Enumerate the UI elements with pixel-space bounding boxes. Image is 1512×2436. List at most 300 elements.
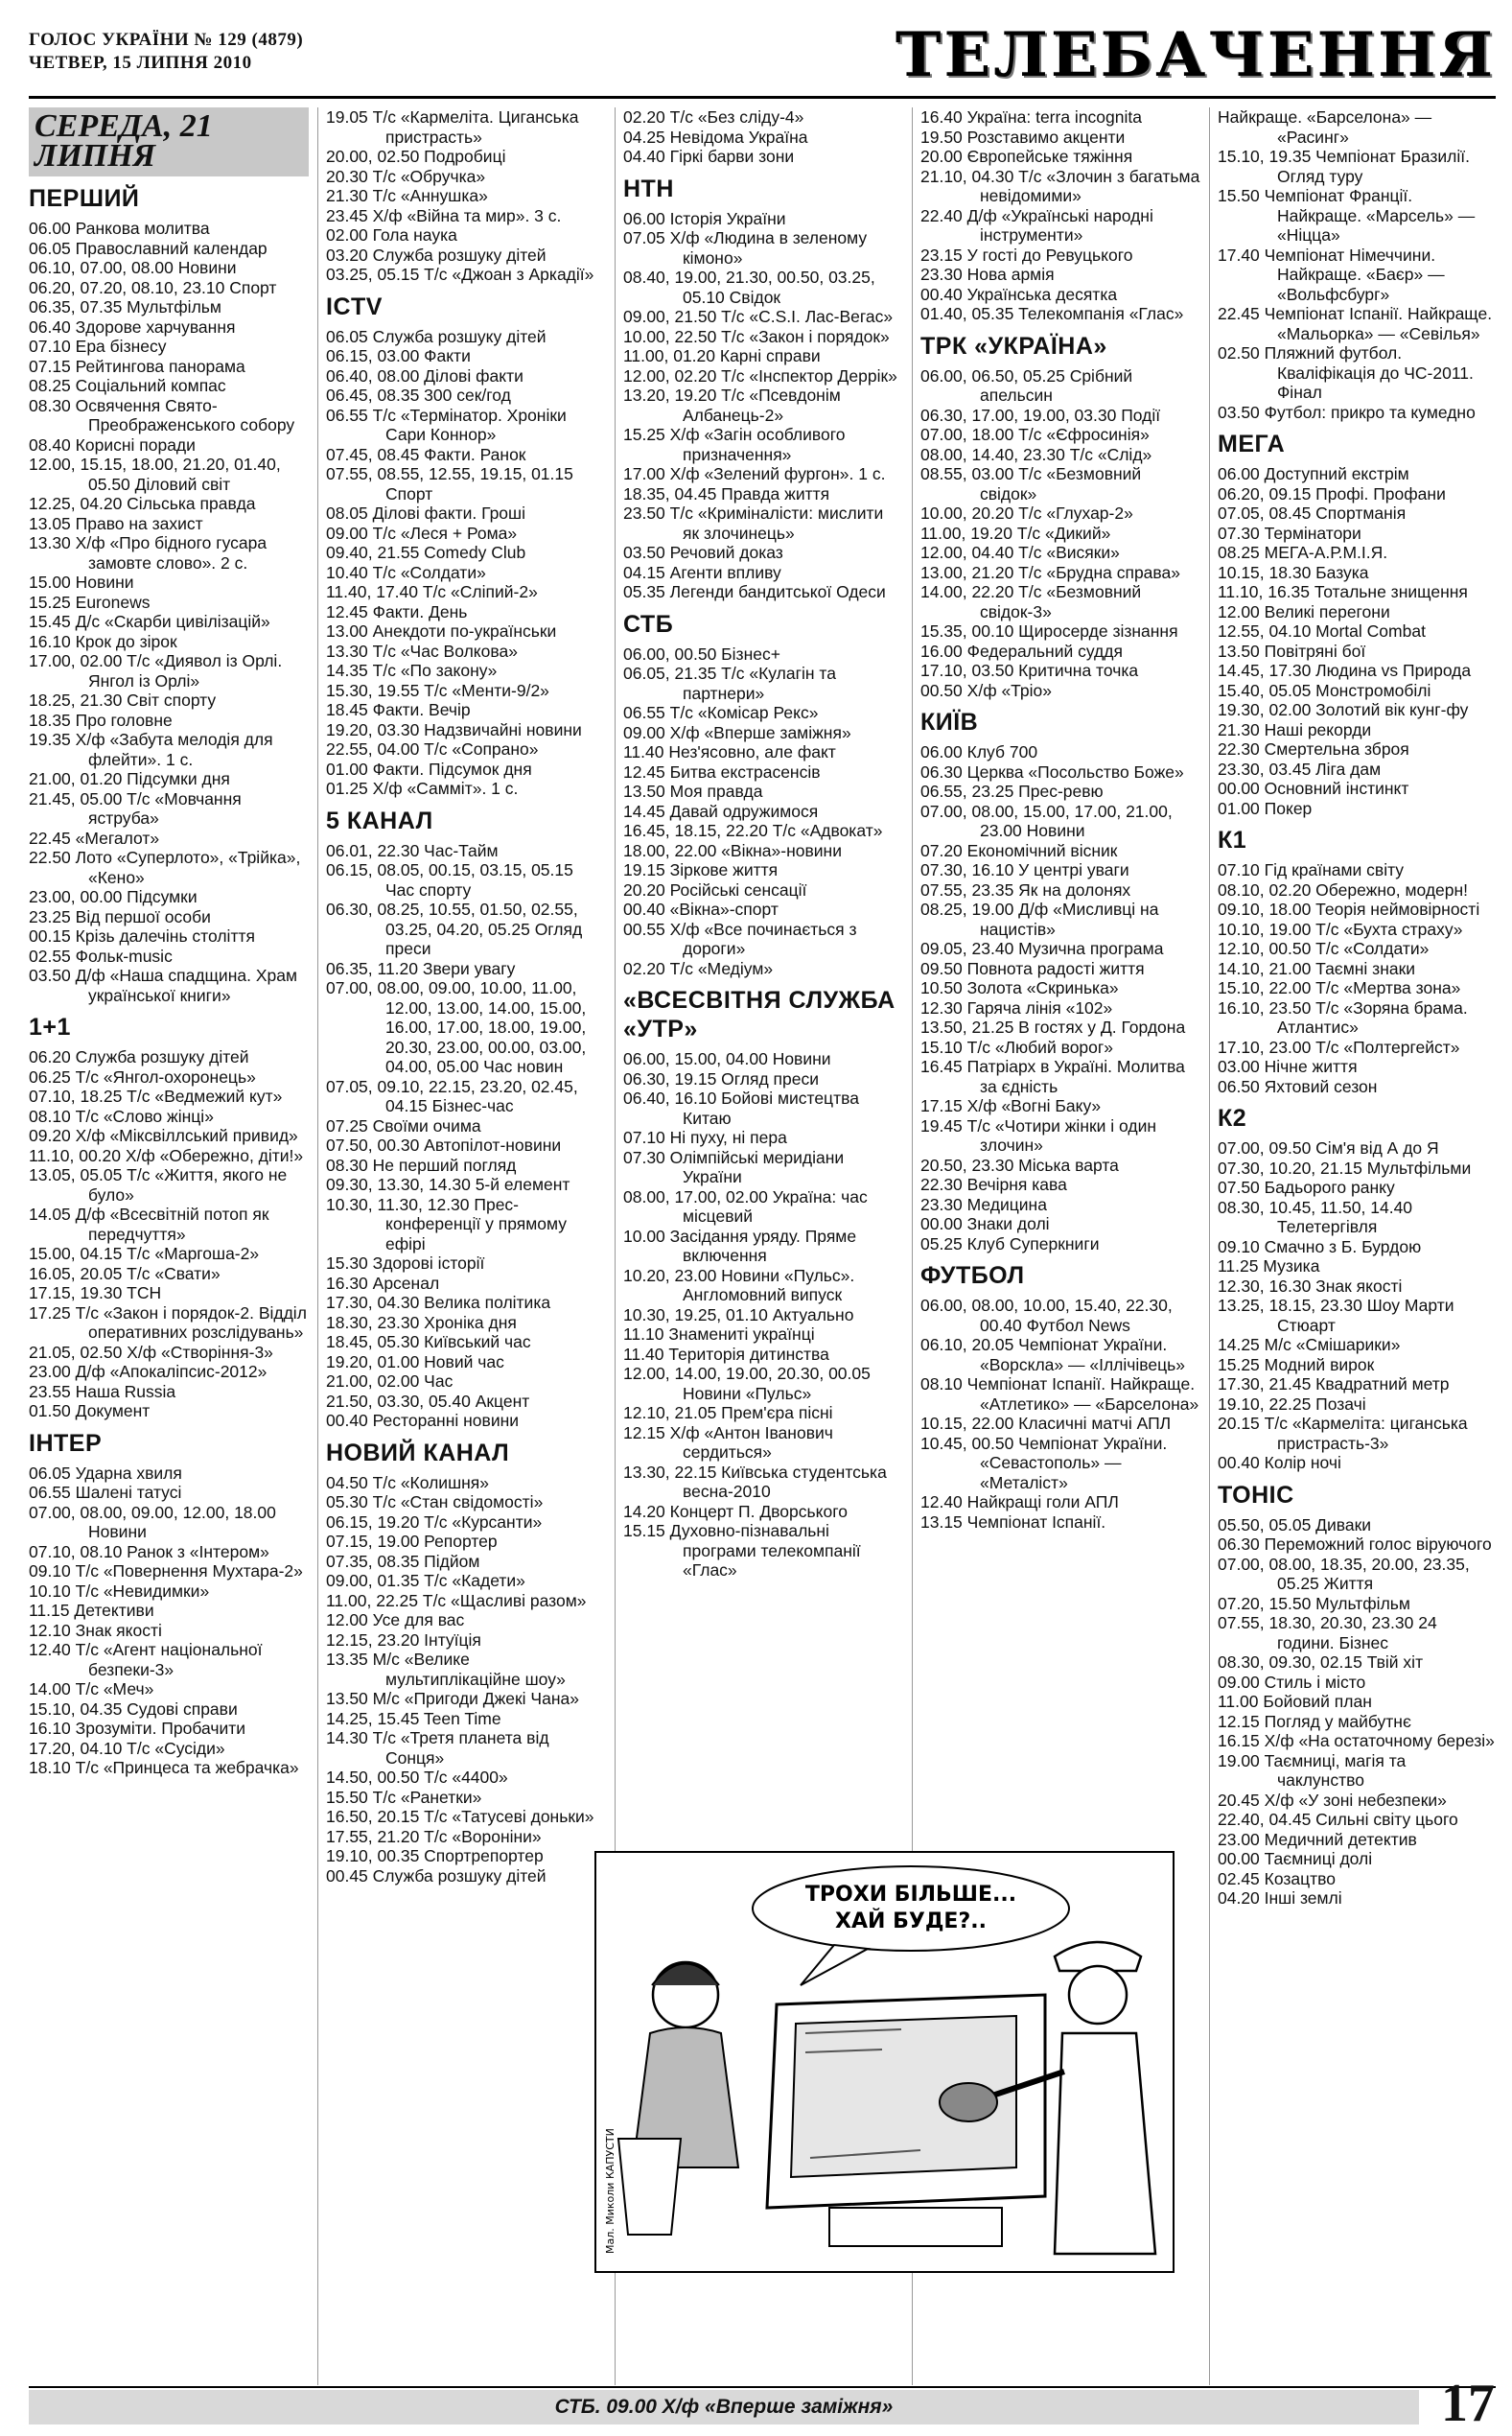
listing-column-5: [1218, 107, 1498, 2385]
program-item: 02.20 Т/с «Медіум»: [623, 958, 774, 978]
program-item: 15.15 Духовно-пізнавальні програми телекомпанії «Глас»: [623, 1521, 861, 1580]
program-item: 12.25, 04.20 Сільська правда: [29, 494, 256, 513]
channel-heading: ICTV: [326, 293, 383, 320]
program-item: 19.45 Т/с «Чотири жінки і один злочин»: [920, 1115, 1157, 1155]
program-item: 08.10 Т/с «Слово жінці»: [29, 1106, 214, 1126]
program-item: 06.40 Здорове харчування: [29, 316, 236, 337]
program-item: 16.10, 23.50 Т/с «Зоряна брама. Атлантис»: [1218, 997, 1468, 1037]
program-item: 21.30 Т/с «Аннушка»: [326, 186, 488, 205]
program-item: 22.45 «Мегалот»: [29, 828, 160, 848]
program-item: 13.05, 05.05 Т/с «Життя, якого не було»: [29, 1165, 288, 1205]
program-item: 12.45 Битва екстрасенсів: [623, 761, 821, 782]
program-item: 18.00, 22.00 «Вікна»-новини: [623, 840, 842, 860]
program-item: 11.10 Знамениті українці: [623, 1324, 815, 1344]
program-item: 06.55 Т/с «Комісар Рекс»: [623, 703, 819, 722]
program-item: 20.00 Європейське тяжіння: [920, 147, 1133, 166]
program-item: 13.50 Моя правда: [623, 782, 763, 801]
program-item: 14.45, 17.30 Людина vs Природа: [1218, 661, 1472, 680]
program-item: 06.45, 08.35 300 сек/год: [326, 386, 511, 405]
program-item: 04.40 Гіркі барви зони: [623, 147, 795, 166]
program-item: 18.30, 23.30 Хроніка дня: [326, 1312, 517, 1332]
cartoon-credit: Мал. Миколи КАПУСТИ: [604, 2128, 616, 2254]
program-item: 06.10, 20.05 Чемпіонат України. «Ворскла» — «Іллічівець»: [920, 1335, 1185, 1374]
program-item: 01.00 Покер: [1218, 798, 1313, 818]
program-item: 06.30, 17.00, 19.00, 03.30 Події: [920, 405, 1161, 425]
program-item: 16.10 Зрозуміти. Пробачити: [29, 1719, 246, 1738]
program-item: 10.20, 23.00 Новини «Пульс». Англомовний випуск: [623, 1265, 855, 1304]
channel-heading: 5 КАНАЛ: [326, 807, 433, 834]
program-item: 01.00 Факти. Підсумок дня: [326, 759, 532, 779]
program-item: 15.10, 04.35 Судові справи: [29, 1698, 238, 1719]
footer-highlight: СТБ. 09.00 Х/ф «Вперше заміжня»: [554, 2396, 894, 2418]
program-item: 07.05, 09.10, 22.15, 23.20, 02.45, 04.15 Бізнес-час: [326, 1076, 578, 1115]
program-item: 20.20 Російські сенсації: [623, 879, 807, 900]
program-item: 22.30 Смертельна зброя: [1218, 739, 1409, 759]
program-item: 18.35, 04.45 Правда життя: [623, 483, 830, 504]
program-item: 13.50 Повітряні бої: [1218, 641, 1366, 661]
program-item: 02.20 Т/с «Без сліду-4»: [623, 107, 804, 127]
program-item: 12.00, 15.15, 18.00, 21.20, 01.40, 05.50 Діловий світ: [29, 455, 281, 494]
program-item: 17.25 Т/с «Закон і порядок-2. Відділ оперативних розслідувань»: [29, 1302, 307, 1342]
program-item: 00.45 Служба розшуку дітей: [326, 1865, 547, 1886]
program-item: 07.35, 08.35 Підйом: [326, 1551, 480, 1571]
program-item: 08.40, 19.00, 21.30, 00.50, 03.25, 05.10 Свідок: [623, 268, 875, 307]
program-item: 00.40 Українська десятка: [920, 284, 1118, 304]
program-item: 03.50 Футбол: прикро та кумедно: [1218, 402, 1476, 422]
program-item: 11.00, 19.20 Т/с «Дикий»: [920, 523, 1111, 543]
cartoon-illustration: [594, 1851, 1175, 2273]
program-item: 07.55, 08.55, 12.55, 19.15, 01.15 Спорт: [326, 464, 573, 504]
program-item: 03.25, 05.15 Т/с «Джоан з Аркадії»: [326, 265, 594, 284]
program-item: 07.50, 00.30 Автопілот-новини: [326, 1136, 562, 1155]
program-item: 10.00, 20.20 Т/с «Глухар-2»: [920, 504, 1133, 523]
program-item: 21.30 Наші рекорди: [1218, 719, 1372, 739]
program-item: 20.15 Т/с «Кармеліта: циганська пристрасть-3»: [1218, 1414, 1468, 1453]
program-item: 17.30, 04.30 Велика політика: [326, 1293, 551, 1312]
program-item: 08.30, 10.45, 11.50, 14.40 Телетергівля: [1218, 1197, 1413, 1236]
program-item: 09.40, 21.55 Comedy Club: [326, 543, 526, 562]
program-item: 22.45 Чемпіонат Іспанії. Найкраще. «Мальорка» — «Севілья»: [1218, 304, 1493, 343]
program-item: 16.05, 20.05 Т/с «Свати»: [29, 1263, 221, 1283]
program-item: 06.35, 07.35 Мультфільм: [29, 297, 221, 316]
channel-heading: К1: [1218, 827, 1247, 854]
program-item: 01.40, 05.35 Телекомпанія «Глас»: [920, 304, 1184, 323]
program-item: 19.50 Розставимо акценти: [920, 127, 1126, 147]
channel-heading: МЕГА: [1218, 431, 1286, 457]
program-item: 17.00, 02.00 Т/с «Диявол із Орлі. Янгол із Орлі»: [29, 651, 283, 691]
program-item: 07.30, 10.20, 21.15 Мультфільми: [1218, 1158, 1472, 1178]
program-item: 19.35 Х/ф «Забута мелодія для флейти». 1 с.: [29, 730, 273, 769]
program-item: 16.50, 20.15 Т/с «Татусеві доньки»: [326, 1807, 594, 1826]
program-item: 16.10 Крок до зірок: [29, 631, 177, 651]
program-item: 00.40 Ресторанні новини: [326, 1411, 520, 1430]
program-item: 06.40, 08.00 Ділові факти: [326, 365, 523, 386]
program-item: 17.40 Чемпіонат Німеччини. Найкраще. «Баєр» — «Вольфсбург»: [1218, 245, 1445, 304]
program-item: 14.30 Т/с «Третя планета від Сонця»: [326, 1728, 549, 1768]
channel-heading: НТН: [623, 175, 674, 202]
program-item: 13.25, 18.15, 23.30 Шоу Марти Стюарт: [1218, 1296, 1454, 1335]
program-item: 06.05 Служба розшуку дітей: [326, 326, 547, 346]
program-item: 08.55, 03.00 Т/с «Безмовний свідок»: [920, 464, 1142, 504]
program-item: 10.15, 22.00 Класичні матчі АПЛ: [920, 1414, 1172, 1433]
program-item: 21.00, 01.20 Підсумки дня: [29, 769, 230, 788]
program-item: 00.40 «Вікна»-спорт: [623, 900, 779, 919]
program-item: 23.45 Х/ф «Війна та мир». 3 с.: [326, 205, 562, 225]
program-item: 06.15, 03.00 Факти: [326, 346, 471, 365]
program-item: 15.10 Т/с «Любий ворог»: [920, 1037, 1114, 1057]
program-item: 15.25 Модний вирок: [1218, 1354, 1375, 1374]
program-item: 15.10, 19.35 Чемпіонат Бразилії. Огляд туру: [1218, 147, 1470, 186]
listing-column-1: [29, 107, 309, 2385]
newspaper-info: [29, 29, 303, 75]
program-item: 03.00 Нічне життя: [1218, 1057, 1358, 1076]
program-item: 05.50, 05.05 Диваки: [1218, 1514, 1372, 1534]
program-item: 04.20 Інші землі: [1218, 1888, 1342, 1908]
program-item: 05.35 Легенди бандитської Одеси: [623, 582, 886, 601]
program-item: 07.45, 08.45 Факти. Ранок: [326, 444, 526, 464]
program-item: 06.30 Церква «Посольство Боже»: [920, 761, 1184, 782]
program-item: 19.30, 02.00 Золотий вік кунг-фу: [1218, 700, 1469, 719]
program-item: 07.05 Х/ф «Людина в зеленому кімоно»: [623, 228, 868, 268]
program-item: 02.45 Козацтво: [1218, 1868, 1337, 1888]
program-item: 07.30, 16.10 У центрі уваги: [920, 860, 1129, 879]
program-item: 13.00, 21.20 Т/с «Брудна справа»: [920, 562, 1180, 582]
program-item: 10.00 Засідання уряду. Пряме включення: [623, 1226, 857, 1265]
page-number: 17: [1441, 2374, 1495, 2433]
program-item: 10.15, 18.30 Базука: [1218, 562, 1369, 582]
program-item: 12.10 Знак якості: [29, 1620, 162, 1640]
program-item: 12.00 Усе для вас: [326, 1610, 465, 1629]
program-item: 20.30 Т/с «Обручка»: [326, 166, 486, 186]
program-item: 13.50, 21.25 В гостях у Д. Гордона: [920, 1018, 1186, 1037]
program-item: 06.30, 08.25, 10.55, 01.50, 02.55, 03.25, 04.20, 05.25 Огляд преси: [326, 900, 583, 958]
program-item: 17.10, 23.00 Т/с «Полтергейст»: [1218, 1037, 1460, 1057]
program-item: 07.10 Ні пуху, ні пера: [623, 1128, 787, 1147]
program-item: 00.50 Х/ф «Тріо»: [920, 680, 1052, 700]
program-item: 06.40, 16.10 Бойові мистецтва Китаю: [623, 1089, 859, 1128]
program-item: 17.10, 03.50 Критична точка: [920, 661, 1139, 680]
program-item: 12.15 Х/ф «Антон Іванович сердиться»: [623, 1422, 833, 1462]
program-item: 22.30 Вечірня кава: [920, 1175, 1067, 1194]
program-item: 06.25 Т/с «Янгол-охоронець»: [29, 1066, 256, 1087]
program-item: 12.40 Т/с «Агент національної безпеки-3»: [29, 1640, 263, 1679]
program-item: 21.45, 05.00 Т/с «Мовчання яструба»: [29, 788, 242, 828]
program-item: 13.05 Право на захист: [29, 513, 203, 533]
program-item: 09.10, 18.00 Теорія неймовірності: [1218, 900, 1480, 919]
program-item: 07.15, 19.00 Репортер: [326, 1532, 498, 1551]
program-item: 00.00 Таємниці долі: [1218, 1849, 1373, 1868]
program-item: 07.00, 09.50 Сім'я від А до Я: [1218, 1138, 1439, 1158]
listing-column-2: [326, 107, 606, 2385]
program-item: Найкраще. «Барселона» — «Расинг»: [1218, 107, 1432, 147]
program-item: 00.00 Знаки долі: [920, 1214, 1050, 1233]
program-item: 13.30 Х/ф «Про бідного гусара замовте слово». 2 с.: [29, 533, 268, 573]
program-item: 19.15 Зіркове життя: [623, 860, 779, 879]
program-item: 12.00, 02.20 Т/с «Інспектор Деррік»: [623, 365, 897, 386]
program-item: 07.00, 18.00 Т/с «Єфросинія»: [920, 425, 1150, 444]
program-item: 06.30 Переможний голос віруючого: [1218, 1534, 1492, 1554]
program-item: 18.45, 05.30 Київський час: [326, 1332, 531, 1351]
newspaper-date: ЧЕТВЕР, 15 ЛИПНЯ 2010: [29, 53, 252, 73]
program-item: 12.10, 00.50 Т/с «Солдати»: [1218, 939, 1430, 958]
program-item: 11.10, 00.20 Х/ф «Обережно, діти!»: [29, 1145, 304, 1165]
program-item: 04.25 Невідома Україна: [623, 127, 808, 147]
program-item: 23.00 Медичний детектив: [1218, 1829, 1417, 1849]
program-item: 06.55, 23.25 Прес-ревю: [920, 782, 1104, 801]
program-item: 14.45 Давай одружимося: [623, 801, 819, 821]
program-item: 11.40 Територія дитинства: [623, 1344, 829, 1364]
program-item: 06.05 Православний календар: [29, 238, 268, 258]
program-item: 22.40, 04.45 Сильні світу цього: [1218, 1810, 1458, 1829]
program-item: 19.20, 01.00 Новий час: [326, 1351, 504, 1371]
program-item: 11.40, 17.40 Т/с «Сліпий-2»: [326, 582, 538, 601]
program-item: 07.55, 18.30, 20.30, 23.30 24 години. Бізнес: [1218, 1613, 1437, 1652]
program-item: 09.05, 23.40 Музична програма: [920, 939, 1164, 958]
day-heading: СЕРЕДА, 21 ЛИПНЯ: [29, 107, 309, 176]
program-item: 09.20 Х/ф «Міксвіллський привид»: [29, 1126, 298, 1145]
program-item: 23.00, 00.00 Підсумки: [29, 887, 198, 906]
program-item: 15.00 Новини: [29, 573, 134, 592]
program-item: 08.10 Чемпіонат Іспанії. Найкраще. «Атлетико» — «Барселона»: [920, 1374, 1199, 1414]
footer-bar: [29, 2390, 1419, 2424]
program-item: 23.50 Т/с «Криміналісти: мислити як злочинець»: [623, 504, 884, 543]
program-item: 15.50 Т/с «Ранетки»: [326, 1787, 482, 1807]
program-item: 16.45, 18.15, 22.20 Т/с «Адвокат»: [623, 821, 883, 840]
channel-heading: К2: [1218, 1105, 1247, 1132]
program-item: 22.50 Лото «Суперлото», «Трійка», «Кено»: [29, 848, 301, 887]
program-item: 09.10 Смачно з Б. Бурдою: [1218, 1236, 1422, 1256]
program-item: 05.25 Клуб Суперкниги: [920, 1233, 1100, 1253]
program-item: 05.30 Т/с «Стан свідомості»: [326, 1492, 544, 1511]
program-item: 10.45, 00.50 Чемпіонат України. «Севастополь» — «Металіст»: [920, 1433, 1168, 1492]
channel-heading: ПЕРШИЙ: [29, 185, 140, 212]
program-item: 16.30 Арсенал: [326, 1273, 440, 1293]
program-item: 18.45 Факти. Вечір: [326, 700, 471, 719]
program-item: 13.15 Чемпіонат Іспанії.: [920, 1511, 1106, 1532]
program-item: 13.30 Т/с «Час Волкова»: [326, 641, 518, 661]
newspaper-issue: ГОЛОС УКРАЇНИ № 129 (4879): [29, 30, 304, 50]
program-item: 06.35, 11.20 Звери увагу: [326, 958, 516, 978]
program-item: 01.25 Х/ф «Самміт». 1 с.: [326, 779, 519, 798]
program-item: 07.10, 18.25 Т/с «Ведмежий кут»: [29, 1087, 283, 1106]
program-item: 15.35, 00.10 Щиросерде зізнання: [920, 621, 1178, 641]
program-item: 11.00, 22.25 Т/с «Щасливі разом»: [326, 1590, 587, 1610]
program-item: 07.30 Термінатори: [1218, 523, 1361, 543]
program-item: 10.10, 19.00 Т/с «Бухта страху»: [1218, 919, 1463, 939]
program-item: 14.35 Т/с «По закону»: [326, 661, 498, 680]
program-item: 06.00, 06.50, 05.25 Срібний апельсин: [920, 365, 1133, 405]
program-item: 00.00 Основний інстинкт: [1218, 779, 1409, 798]
program-item: 12.30, 16.30 Знак якості: [1218, 1276, 1403, 1296]
program-item: 12.00, 14.00, 19.00, 20.30, 00.05 Новини «Пульс»: [623, 1364, 871, 1403]
program-item: 07.10 Гід країнами світу: [1218, 860, 1405, 879]
program-item: 10.10 Т/с «Невидимки»: [29, 1581, 210, 1601]
program-item: 12.40 Найкращі голи АПЛ: [920, 1492, 1119, 1511]
program-item: 19.05 Т/с «Кармеліта. Циганська пристрасть»: [326, 107, 579, 147]
program-item: 07.25 Своїми очима: [326, 1115, 481, 1136]
program-item: 08.30 Освячення Свято-Преображенського собору: [29, 395, 295, 434]
program-item: 13.20, 19.20 Т/с «Псевдонім Албанець-2»: [623, 386, 841, 425]
program-item: 15.30 Здорові історії: [326, 1253, 485, 1273]
program-item: 17.30, 21.45 Квадратний метр: [1218, 1374, 1450, 1394]
program-item: 07.20 Економічний вісник: [920, 840, 1118, 860]
program-item: 08.10, 02.20 Обережно, модерн!: [1218, 879, 1469, 900]
program-item: 10.40 Т/с «Солдати»: [326, 562, 486, 582]
program-item: 00.55 Х/ф «Все починається з дороги»: [623, 919, 857, 958]
program-item: 07.05, 08.45 Спортманія: [1218, 504, 1407, 523]
program-item: 16.45 Патріарх в Україні. Молитва за єдність: [920, 1057, 1185, 1096]
program-item: 00.40 Колір ночі: [1218, 1453, 1341, 1472]
program-item: 17.15 Х/ф «Вогні Баку»: [920, 1096, 1102, 1115]
program-item: 08.30 Не перший погляд: [326, 1155, 517, 1175]
program-item: 06.20, 09.15 Профі. Профани: [1218, 483, 1446, 504]
program-item: 13.35 М/с «Велике мультиплікаційне шоу»: [326, 1650, 566, 1689]
program-item: 08.00, 17.00, 02.00 Україна: час місцевий: [623, 1186, 868, 1226]
program-item: 07.10 Ера бізнесу: [29, 337, 167, 356]
program-item: 03.50 Речовий доказ: [623, 543, 783, 562]
program-item: 19.20, 03.30 Надзвичайні новини: [326, 719, 582, 739]
program-item: 12.45 Факти. День: [326, 601, 468, 621]
program-item: 15.25 Х/ф «Загін особливого призначення»: [623, 425, 846, 464]
program-item: 12.10, 21.05 Прем'єра пісні: [623, 1403, 833, 1422]
program-item: 06.05, 21.35 Т/с «Кулагін та партнери»: [623, 664, 836, 703]
program-item: 07.50 Бадьорого ранку: [1218, 1178, 1395, 1197]
header-rule: [29, 96, 1496, 99]
page-header: [29, 17, 1496, 94]
program-item: 03.20 Служба розшуку дітей: [326, 245, 547, 265]
program-item: 08.05 Ділові факти. Гроші: [326, 504, 525, 523]
program-item: 15.10, 22.00 Т/с «Мертва зона»: [1218, 978, 1461, 997]
program-item: 02.55 Фольк-music: [29, 946, 173, 966]
program-item: 12.30 Гаряча лінія «102»: [920, 997, 1113, 1018]
program-item: 14.50, 00.50 Т/с «4400»: [326, 1768, 508, 1787]
program-item: 06.50 Яхтовий сезон: [1218, 1076, 1378, 1096]
section-title: ТЕЛЕБАЧЕННЯ: [895, 19, 1496, 91]
program-item: 09.00, 21.50 Т/с «C.S.I. Лас-Вегас»: [623, 307, 894, 326]
program-item: 18.10 Т/с «Принцеса та жебрачка»: [29, 1758, 299, 1777]
program-item: 07.00, 08.00, 09.00, 12.00, 18.00 Новини: [29, 1502, 276, 1541]
program-item: 07.15 Рейтингова панорама: [29, 356, 245, 376]
program-item: 21.05, 02.50 Х/ф «Створіння-3»: [29, 1342, 273, 1362]
channel-heading: НОВИЙ КАНАЛ: [326, 1439, 510, 1466]
program-item: 15.25 Euronews: [29, 592, 151, 612]
program-item: 09.50 Повнота радості життя: [920, 958, 1145, 978]
program-item: 06.00, 00.50 Бізнес+: [623, 644, 780, 664]
program-item: 06.10, 07.00, 08.00 Новини: [29, 258, 237, 277]
program-item: 19.00 Таємниці, магія та чаклунство: [1218, 1750, 1407, 1790]
program-item: 09.00 Т/с «Леся + Рома»: [326, 523, 518, 543]
program-item: 03.50 Д/ф «Наша спадщина. Храм української книги»: [29, 966, 297, 1005]
program-item: 12.15, 23.20 Інтуїція: [326, 1629, 481, 1650]
program-item: 23.25 Від першої особи: [29, 906, 211, 926]
program-item: 09.30, 13.30, 14.30 5-й елемент: [326, 1175, 570, 1194]
program-item: 10.30, 11.30, 12.30 Прес-конференції у прямому ефірі: [326, 1194, 567, 1253]
program-item: 06.55 Шалені татусі: [29, 1483, 182, 1502]
program-item: 23.00 Д/ф «Апокаліпсис-2012»: [29, 1362, 268, 1381]
channel-heading: ФУТБОЛ: [920, 1262, 1025, 1289]
program-item: 12.15 Погляд у майбутнє: [1218, 1711, 1411, 1731]
program-item: 06.15, 08.05, 00.15, 03.15, 05.15 Час спорту: [326, 860, 573, 900]
program-item: 06.30, 19.15 Огляд преси: [623, 1068, 820, 1089]
channel-heading: «ВСЕСВІТНЯ СЛУЖБА «УТР»: [623, 987, 896, 1042]
program-item: 14.05 Д/ф «Всесвітній потоп як передчуття»: [29, 1205, 269, 1244]
program-item: 13.30, 22.15 Київська студентська весна-2010: [623, 1462, 887, 1501]
program-item: 11.00, 01.20 Карні справи: [623, 346, 821, 365]
program-item: 12.00, 04.40 Т/с «Висяки»: [920, 543, 1120, 562]
program-item: 10.00, 22.50 Т/с «Закон і порядок»: [623, 326, 890, 346]
program-item: 01.50 Документ: [29, 1401, 151, 1420]
channel-heading: ТОНІС: [1218, 1481, 1294, 1509]
program-item: 11.15 Детективи: [29, 1601, 154, 1620]
program-item: 07.00, 08.00, 09.00, 10.00, 11.00, 12.00, 13.00, 14.00, 15.00, 16.00, 17.00, 18.00, 19.00, 20.30, 23.00, 00.00, 03.00, 04.00, 05.00 Час новин: [326, 978, 587, 1076]
program-item: 12.00 Великі перегони: [1218, 601, 1390, 621]
program-item: 06.20 Служба розшуку дітей: [29, 1047, 249, 1066]
program-item: 22.40 Д/ф «Українські народні інструменти»: [920, 205, 1153, 245]
channel-heading: КИЇВ: [920, 709, 979, 736]
program-item: 07.30 Олімпійські меридіани України: [623, 1147, 845, 1186]
column-separator: [1209, 107, 1210, 2385]
program-item: 23.55 Наша Russia: [29, 1381, 176, 1401]
program-item: 06.55 Т/с «Термінатор. Хроніки Сари Коннор»: [326, 405, 567, 444]
program-item: 13.50 М/с «Пригоди Джекі Чана»: [326, 1689, 579, 1708]
program-item: 21.50, 03.30, 05.40 Акцент: [326, 1391, 530, 1411]
program-item: 18.25, 21.30 Світ спорту: [29, 691, 217, 710]
program-item: 18.35 Про головне: [29, 710, 173, 730]
program-item: 06.15, 19.20 Т/с «Курсанти»: [326, 1511, 543, 1532]
program-item: 06.00, 15.00, 04.00 Новини: [623, 1049, 831, 1068]
program-item: 06.00, 08.00, 10.00, 15.40, 22.30, 00.40 Футбол News: [920, 1296, 1173, 1335]
program-item: 14.00, 22.20 Т/с «Безмовний свідок-3»: [920, 582, 1142, 621]
program-item: 04.50 Т/с «Колишня»: [326, 1472, 489, 1492]
program-item: 12.55, 04.10 Mortal Combat: [1218, 621, 1426, 641]
program-item: 20.45 Х/ф «У зоні небезпеки»: [1218, 1790, 1447, 1810]
program-item: 06.05 Ударна хвиля: [29, 1463, 182, 1483]
program-item: 10.30, 19.25, 01.10 Актуально: [623, 1304, 854, 1324]
program-item: 16.40 Україна: terra incognita: [920, 107, 1142, 127]
program-item: 07.10, 08.10 Ранок з «Інтером»: [29, 1541, 269, 1561]
channel-heading: ТРК «УКРАЇНА»: [920, 332, 1107, 360]
program-item: 11.10, 16.35 Тотальне знищення: [1218, 582, 1468, 601]
program-item: 16.15 Х/ф «На остаточному березі»: [1218, 1731, 1495, 1750]
program-item: 13.00 Анекдоти по-українськи: [326, 621, 557, 641]
program-item: 10.50 Золота «Скринька»: [920, 978, 1119, 997]
program-item: 09.00 Стиль і місто: [1218, 1672, 1366, 1692]
program-item: 17.55, 21.20 Т/с «Вороніни»: [326, 1826, 542, 1846]
program-item: 21.00, 02.00 Час: [326, 1371, 454, 1391]
program-item: 06.01, 22.30 Час-Тайм: [326, 840, 499, 860]
program-item: 06.20, 07.20, 08.10, 23.10 Спорт: [29, 277, 277, 297]
program-item: 15.50 Чемпіонат Франції. Найкраще. «Марсель» — «Ніцца»: [1218, 186, 1476, 245]
program-item: 11.40 Нез'ясовно, але факт: [623, 742, 836, 761]
program-item: 17.20, 04.10 Т/с «Сусіди»: [29, 1738, 225, 1758]
program-item: 07.00, 08.00, 18.35, 20.00, 23.35, 05.25 Життя: [1218, 1554, 1470, 1593]
program-item: 09.00, 01.35 Т/с «Кадети»: [326, 1571, 525, 1590]
program-item: 00.15 Крізь далечінь століття: [29, 926, 255, 946]
program-item: 14.00 Т/с «Меч»: [29, 1679, 154, 1698]
program-item: 14.20 Концерт П. Дворського: [623, 1501, 848, 1521]
program-item: 21.10, 04.30 Т/с «Злочин з багатьма невідомими»: [920, 166, 1200, 205]
channel-heading: СТБ: [623, 610, 674, 638]
program-item: 20.00, 02.50 Подробиці: [326, 147, 506, 166]
program-item: 02.00 Гола наука: [326, 225, 457, 245]
program-item: 20.50, 23.30 Міська варта: [920, 1155, 1119, 1175]
program-item: 04.15 Агенти впливу: [623, 562, 781, 582]
channel-heading: 1+1: [29, 1014, 71, 1041]
program-item: 14.25, 15.45 Teen Time: [326, 1708, 501, 1728]
program-item: 15.00, 04.15 Т/с «Маргоша-2»: [29, 1244, 260, 1263]
program-item: 17.00 Х/ф «Зелений фургон». 1 с.: [623, 464, 886, 483]
svg-text:ХАЙ БУДЕ?..: ХАЙ БУДЕ?..: [835, 1909, 987, 1933]
